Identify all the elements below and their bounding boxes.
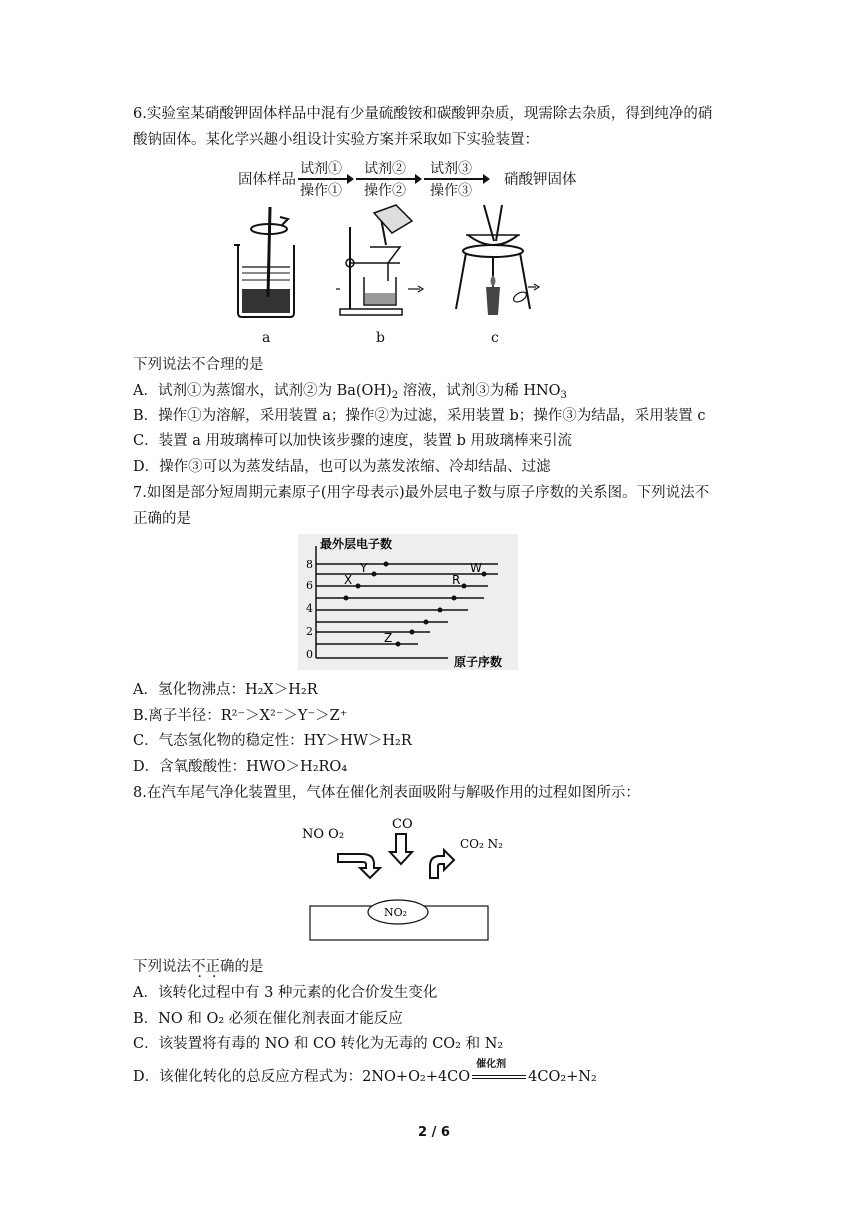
flow-arrow-3 [424,178,484,180]
flow-start: 固体样品 [238,172,296,188]
q7-option-b: B.离子半径：R²⁻＞X²⁻＞Y⁻＞Z⁺ [133,708,348,724]
apparatus-b-filtration [334,205,434,320]
flow-operation-1: 操作① [300,183,342,199]
q8-stem: 8.在汽车尾气净化装置里，气体在催化剂表面吸附与解吸作用的过程如图所示： [133,785,640,801]
apparatus-label-b: b [376,330,385,346]
q7-option-d: D．含氧酸酸性：HWO＞H₂RO₄ [133,759,348,775]
diagram-out-right: CO₂ N₂ [460,837,503,851]
apparatus-label-c: c [491,330,499,346]
q7-stem-line2: 正确的是 [133,511,191,527]
q7-electron-chart [298,534,518,670]
q8-option-b: B．NO 和 O₂ 必须在催化剂表面才能反应 [133,1011,403,1027]
flow-reagent-3: 试剂③ [430,161,472,177]
q8-option-c: C．该装置将有毒的 NO 和 CO 转化为无毒的 CO₂ 和 N₂ [133,1036,504,1052]
point-label-w: W [470,561,482,575]
q6-option-d: D．操作③可以为蒸发结晶，也可以为蒸发浓缩、冷却结晶、过滤 [133,459,551,475]
q7-option-a: A．氢化物沸点：H₂X＞H₂R [133,682,318,698]
diagram-in-left: NO O₂ [302,827,345,842]
q8-option-d: D．该催化转化的总反应方程式为：2NO+O₂+4CO 催化剂 4CO₂+N₂ [133,1059,597,1085]
point-label-r: R [452,573,461,587]
q7-option-c: C．气态氢化物的稳定性：HY＞HW＞H₂R [133,733,412,749]
q6-option-a: A．试剂①为蒸馏水，试剂②为 $Ba(OH)_2$ 溶液，试剂③为稀 $HNO_3$ [133,383,567,401]
flow-arrow-1 [298,178,348,180]
flow-operation-2: 操作② [364,183,406,199]
page-number: 2 / 6 [418,1125,450,1140]
catalyst-equals: 催化剂 [470,1067,528,1087]
point-label-y: Y [360,561,368,575]
y-tick-6: 6 [306,579,313,592]
q6-stem-line1: 6.实验室某硝酸钾固体样品中混有少量硫酸铵和碳酸钾杂质，现需除去杂质，得到纯净的硝 [133,106,713,122]
q7-stem-line1: 7.如图是部分短周期元素原子(用字母表示)最外层电子数与原子序数的关系图。下列说法不 [133,485,710,501]
flow-end: 硝酸钾固体 [504,172,577,188]
apparatus-a-beaker [228,205,304,320]
chart-ylabel: 最外层电子数 [320,537,393,551]
q6-question: 下列说法不合理的是 [133,357,264,373]
q8-catalyst-diagram [298,812,503,944]
q6-stem-line2: 酸钠固体。某化学兴趣小组设计实验方案并采取如下实验装置： [133,132,539,148]
apparatus-label-a: a [262,330,271,346]
y-tick-2: 2 [306,625,313,638]
y-tick-0: 0 [306,648,313,661]
diagram-in-top: CO [392,817,413,832]
diagram-center: NO₂ [384,906,408,919]
y-tick-4: 4 [306,602,313,615]
chart-xlabel: 原子序数 [454,655,503,669]
q8-question: 下列说法不正确的是 [133,959,264,975]
point-label-z: Z [384,631,393,645]
q8-option-a: A．该转化过程中有 3 种元素的化合价发生变化 [133,985,438,1001]
flow-arrow-2 [356,178,416,180]
flow-operation-3: 操作③ [430,183,472,199]
y-tick-8: 8 [306,558,313,571]
q6-option-c: C．装置 a 用玻璃棒可以加快该步骤的速度，装置 b 用玻璃棒来引流 [133,433,572,449]
point-label-x: X [344,573,353,587]
apparatus-c-evaporation [452,205,542,320]
flow-reagent-2: 试剂② [364,161,406,177]
flow-reagent-1: 试剂① [300,161,342,177]
q6-option-b: B．操作①为溶解，采用装置 a；操作②为过滤，采用装置 b；操作③为结晶，采用装置 c [133,408,706,424]
